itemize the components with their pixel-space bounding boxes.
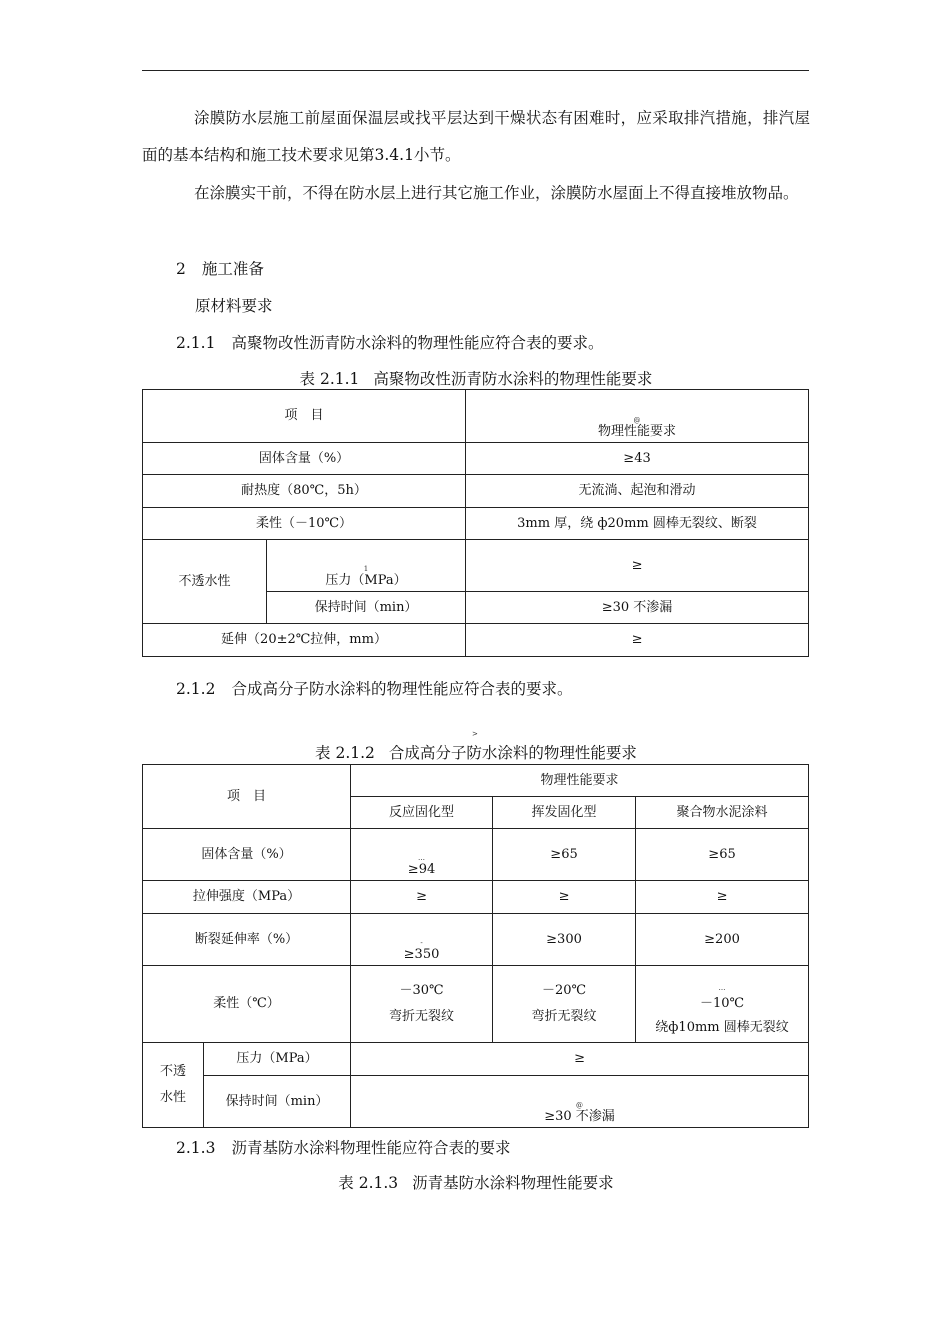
table-row — [143, 624, 809, 657]
section-title: 施工准备 — [201, 260, 264, 278]
table2-caption — [142, 743, 810, 763]
table-row — [143, 390, 809, 443]
table-row — [143, 508, 809, 540]
clause-2-1-2 — [176, 679, 572, 699]
table1-header-req — [466, 390, 809, 443]
table-row — [143, 540, 809, 592]
table2-break-label: 断裂延伸率（%） — [143, 914, 351, 966]
table1-caption-number: 表 2.1.1 — [299, 370, 360, 388]
paragraph-exhaust — [142, 100, 810, 174]
table2-break-v1 — [351, 914, 493, 966]
table2-solid-v1 — [351, 829, 493, 881]
clause-2-1-3-number: 2.1.3 — [176, 1139, 216, 1157]
table1-pressure-label — [267, 540, 466, 592]
table-row — [143, 443, 809, 475]
table2-col-polymer-cement: 聚合物水泥涂料 — [636, 797, 809, 829]
table1-header-item: 项 目 — [143, 390, 466, 443]
table2-flex-v3-desc: 绕ф10mm 圆棒无裂纹 — [655, 1020, 789, 1035]
table2-caption-number: 表 2.1.2 — [315, 744, 375, 762]
paragraph-no-work — [142, 175, 810, 212]
table-row — [143, 914, 809, 966]
clause-2-1-2-number: 2.1.2 — [176, 680, 216, 698]
clause-2-1-3 — [176, 1138, 510, 1158]
header-rule — [142, 70, 809, 71]
table2-break-v1-text: ≥350 — [403, 947, 440, 962]
table2-pressure-label: 压力（MPa） — [204, 1043, 351, 1076]
table2-imperm-label-1: 不透 — [159, 1064, 186, 1079]
table1-solid-label: 固体含量（%） — [143, 443, 466, 475]
table3-caption — [142, 1173, 810, 1193]
table2-break-mark: - — [420, 939, 423, 947]
table2-stray-mark: > — [472, 730, 478, 738]
table2-hold-value — [351, 1076, 809, 1128]
table2-solid-label: 固体含量（%） — [143, 829, 351, 881]
table2-hold-value-text: ≥30 不渗漏 — [544, 1109, 615, 1124]
section-heading — [176, 259, 264, 279]
table2-tensile-label: 拉伸强度（MPa） — [143, 881, 351, 914]
subheading — [195, 296, 273, 316]
table2-break-v2: ≥300 — [493, 914, 636, 966]
clause-2-1-3-text: 沥青基防水涂料物理性能应符合表的要求 — [231, 1139, 511, 1157]
table-2-1-1 — [142, 389, 809, 657]
table1-pressure-mark: 1 — [363, 565, 369, 573]
section-number: 2 — [176, 260, 186, 278]
table2-flex-v1-desc: 弯折无裂纹 — [389, 1009, 455, 1024]
table-row — [143, 966, 809, 1043]
clause-2-1-1-text: 高聚物改性沥青防水涂料的物理性能应符合表的要求。 — [231, 334, 604, 352]
table2-flex-v2-temp: －20℃ — [541, 983, 587, 998]
clause-2-1-1 — [176, 333, 603, 353]
table2-hold-label: 保持时间（min） — [204, 1076, 351, 1128]
table2-flex-v3 — [636, 966, 809, 1043]
table2-header-item: 项 目 — [143, 765, 351, 829]
table3-caption-title: 沥青基防水涂料物理性能要求 — [412, 1174, 614, 1192]
table2-solid-v1-text: ≥94 — [407, 862, 436, 877]
table1-imperm-label: 不透水性 — [143, 540, 267, 624]
table2-imperm-label — [143, 1043, 204, 1128]
table-row — [143, 765, 809, 797]
table1-header-mark: @ — [633, 416, 641, 424]
table2-hold-mark: @ — [576, 1101, 584, 1109]
paragraph-exhaust-text: 涂膜防水层施工前屋面保温层或找平层达到干燥状态有困难时，应采取排汽措施，排汽屋面的基本结构和施工技术要求见第3.4.1小节。 — [142, 109, 810, 164]
table2-col-volatile: 挥发固化型 — [493, 797, 636, 829]
table2-flex-v1-temp: －30℃ — [399, 983, 444, 998]
table1-heat-label: 耐热度（80℃，5h） — [143, 475, 466, 508]
subheading-text: 原材料要求 — [195, 297, 273, 315]
paragraph-no-work-text: 在涂膜实干前，不得在防水层上进行其它施工作业，涂膜防水屋面上不得直接堆放物品。 — [194, 184, 799, 202]
table1-pressure-value: ≥ — [466, 540, 809, 592]
table-row — [143, 881, 809, 914]
table-row — [143, 1043, 809, 1076]
table2-imperm-label-2: 水性 — [159, 1090, 186, 1105]
table2-pressure-value: ≥ — [351, 1043, 809, 1076]
table1-pressure-label-text: 压力（MPa） — [325, 573, 407, 588]
table1-elong-value: ≥ — [466, 624, 809, 657]
table2-tensile-v2: ≥ — [493, 881, 636, 914]
table1-flex-label: 柔性（－10℃） — [143, 508, 466, 540]
table1-heat-value: 无流淌、起泡和滑动 — [466, 475, 809, 508]
table2-break-v3: ≥200 — [636, 914, 809, 966]
table-row — [143, 829, 809, 881]
table2-solid-mark: … — [418, 854, 426, 862]
clause-2-1-1-number: 2.1.1 — [176, 334, 216, 352]
table2-header-req: 物理性能要求 — [351, 765, 809, 797]
table2-flex-label: 柔性（℃） — [143, 966, 351, 1043]
table1-flex-value: 3mm 厚，绕 ф20mm 圆棒无裂纹、断裂 — [466, 508, 809, 540]
table1-solid-value: ≥43 — [466, 443, 809, 475]
table1-hold-value: ≥30 不渗漏 — [466, 592, 809, 624]
clause-2-1-2-text: 合成高分子防水涂料的物理性能应符合表的要求。 — [231, 680, 573, 698]
table2-solid-v3: ≥65 — [636, 829, 809, 881]
table2-caption-title: 合成高分子防水涂料的物理性能要求 — [388, 744, 637, 762]
table2-flex-v3-mark: … — [718, 984, 726, 992]
table-2-1-2 — [142, 764, 809, 1128]
table3-caption-number: 表 2.1.3 — [338, 1174, 399, 1192]
table1-caption-title: 高聚物改性沥青防水涂料的物理性能要求 — [373, 370, 653, 388]
table2-flex-v1 — [351, 966, 493, 1043]
table-row — [143, 1076, 809, 1128]
table-row — [143, 475, 809, 508]
table1-hold-label: 保持时间（min） — [267, 592, 466, 624]
table2-tensile-v1: ≥ — [351, 881, 493, 914]
table1-elong-label: 延伸（20±2℃拉伸，mm） — [143, 624, 466, 657]
table2-col-reactive: 反应固化型 — [351, 797, 493, 829]
table2-flex-v2 — [493, 966, 636, 1043]
table2-tensile-v3: ≥ — [636, 881, 809, 914]
table2-flex-v3-temp: －10℃ — [699, 996, 745, 1011]
table2-solid-v2: ≥65 — [493, 829, 636, 881]
table2-flex-v2-desc: 弯折无裂纹 — [531, 1009, 597, 1024]
table1-caption — [142, 369, 810, 389]
table1-header-req-text: 物理性能要求 — [598, 424, 677, 439]
